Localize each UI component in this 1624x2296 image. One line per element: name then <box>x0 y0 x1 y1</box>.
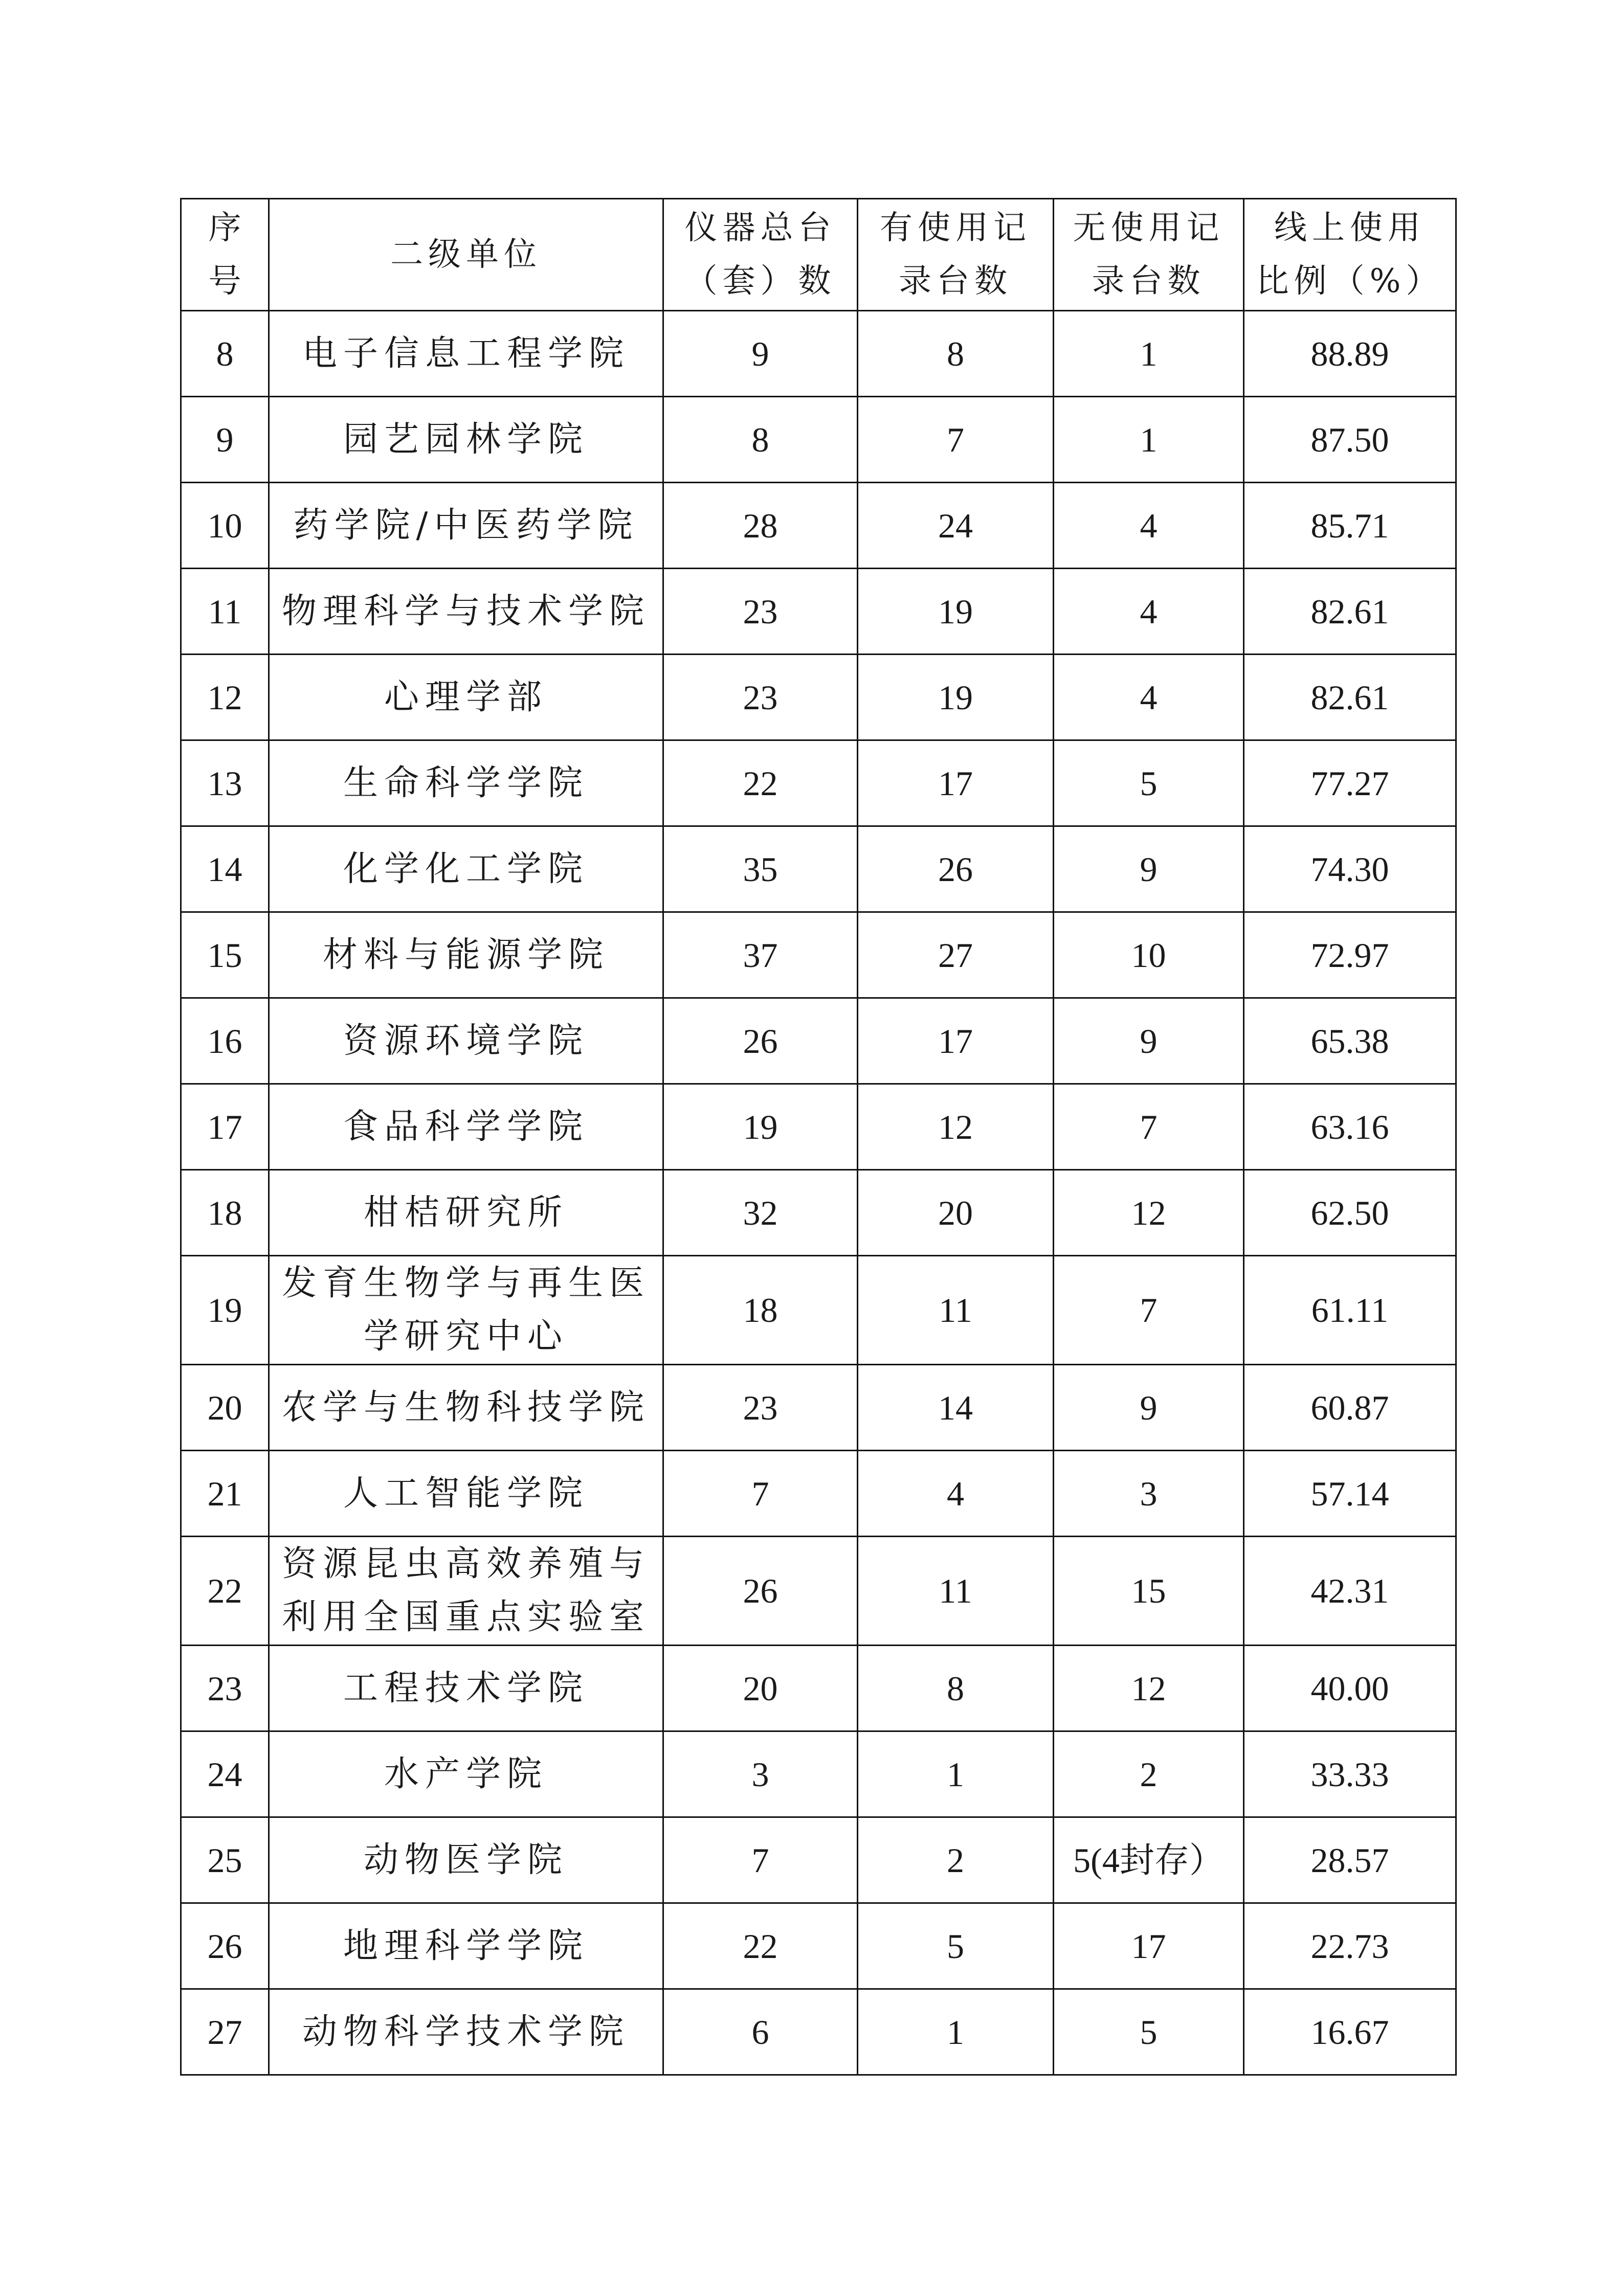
cell-unit-line1: 电子信息工程学院 <box>302 333 630 374</box>
cell-total: 23 <box>663 1365 858 1451</box>
cell-unit-line1: 水产学院 <box>384 1753 548 1794</box>
cell-ratio: 82.61 <box>1244 569 1456 655</box>
table-row <box>181 1084 1456 1170</box>
table-row <box>181 1989 1456 2075</box>
cell-unit <box>269 311 663 397</box>
table-row <box>181 483 1456 569</box>
table-row <box>181 1451 1456 1537</box>
cell-unit <box>269 569 663 655</box>
cell-ratio: 16.67 <box>1244 1989 1456 2075</box>
cell-total: 22 <box>663 1903 858 1989</box>
cell-seq: 8 <box>181 311 269 397</box>
table-row <box>181 1646 1456 1731</box>
cell-unit <box>269 397 663 483</box>
cell-total: 28 <box>663 483 858 569</box>
cell-used: 1 <box>858 1731 1054 1817</box>
cell-used: 5 <box>858 1903 1054 1989</box>
cell-total: 23 <box>663 655 858 740</box>
cell-total: 35 <box>663 826 858 912</box>
header-row <box>181 199 1456 311</box>
table-row <box>181 912 1456 998</box>
header-total-line1: 仪器总台 <box>684 209 836 247</box>
header-seq-line2: 号 <box>208 262 241 300</box>
cell-unit <box>269 740 663 826</box>
table-row <box>181 1170 1456 1256</box>
cell-ratio: 72.97 <box>1244 912 1456 998</box>
cell-ratio: 77.27 <box>1244 740 1456 826</box>
cell-unit-line1: 生命科学学院 <box>343 762 589 803</box>
cell-unused: 4 <box>1054 569 1244 655</box>
cell-used: 12 <box>858 1084 1054 1170</box>
cell-ratio: 61.11 <box>1244 1256 1456 1365</box>
cell-used: 1 <box>858 1989 1054 2075</box>
cell-unused: 5 <box>1054 1989 1244 2075</box>
cell-total: 20 <box>663 1646 858 1731</box>
cell-used: 20 <box>858 1170 1054 1256</box>
cell-unit <box>269 1646 663 1731</box>
cell-ratio: 28.57 <box>1244 1817 1456 1903</box>
cell-unit <box>269 998 663 1084</box>
cell-total: 7 <box>663 1817 858 1903</box>
cell-seq: 9 <box>181 397 269 483</box>
cell-total: 37 <box>663 912 858 998</box>
cell-unused: 10 <box>1054 912 1244 998</box>
cell-unit-line1: 动物科学技术学院 <box>302 2011 630 2052</box>
cell-ratio: 22.73 <box>1244 1903 1456 1989</box>
cell-unused: 9 <box>1054 826 1244 912</box>
cell-seq: 25 <box>181 1817 269 1903</box>
cell-unused: 7 <box>1054 1084 1244 1170</box>
cell-used: 7 <box>858 397 1054 483</box>
cell-unused: 3 <box>1054 1451 1244 1537</box>
cell-unit <box>269 1084 663 1170</box>
cell-unit <box>269 1256 663 1365</box>
cell-unit-line1: 发育生物学与再生医 <box>281 1263 650 1303</box>
cell-used: 17 <box>858 998 1054 1084</box>
cell-unused: 9 <box>1054 1365 1244 1451</box>
cell-unit-line1: 物理科学与技术学院 <box>281 591 650 632</box>
cell-unused: 15 <box>1054 1537 1244 1646</box>
cell-total: 8 <box>663 397 858 483</box>
cell-total: 9 <box>663 311 858 397</box>
cell-seq: 15 <box>181 912 269 998</box>
table-row <box>181 740 1456 826</box>
cell-unit <box>269 1903 663 1989</box>
table-row <box>181 1903 1456 1989</box>
cell-used: 11 <box>858 1256 1054 1365</box>
cell-total: 18 <box>663 1256 858 1365</box>
cell-used: 14 <box>858 1365 1054 1451</box>
cell-seq: 22 <box>181 1537 269 1646</box>
cell-ratio: 40.00 <box>1244 1646 1456 1731</box>
cell-used: 11 <box>858 1537 1054 1646</box>
table-row <box>181 998 1456 1084</box>
cell-unit-line1: 材料与能源学院 <box>322 934 609 975</box>
cell-unit-line2: 学研究中心 <box>363 1316 568 1357</box>
cell-used: 27 <box>858 912 1054 998</box>
cell-unit <box>269 1451 663 1537</box>
cell-seq: 17 <box>181 1084 269 1170</box>
header-seq-line1: 序 <box>208 209 241 247</box>
cell-seq: 14 <box>181 826 269 912</box>
cell-unused: 4 <box>1054 655 1244 740</box>
cell-unit-line1: 化学化工学院 <box>343 848 589 889</box>
table-row <box>181 1731 1456 1817</box>
header-unused <box>1054 199 1244 311</box>
cell-unit <box>269 912 663 998</box>
cell-unused: 12 <box>1054 1646 1244 1731</box>
cell-used: 8 <box>858 1646 1054 1731</box>
cell-used: 26 <box>858 826 1054 912</box>
header-unused-line1: 无使用记 <box>1073 209 1225 247</box>
cell-ratio: 87.50 <box>1244 397 1456 483</box>
cell-unit <box>269 826 663 912</box>
cell-unit-line1: 柑桔研究所 <box>363 1192 568 1233</box>
cell-used: 19 <box>858 569 1054 655</box>
cell-unit <box>269 1731 663 1817</box>
cell-total: 32 <box>663 1170 858 1256</box>
header-ratio-line2: 比例（%） <box>1256 262 1444 300</box>
cell-ratio: 57.14 <box>1244 1451 1456 1537</box>
cell-unit <box>269 483 663 569</box>
cell-total: 23 <box>663 569 858 655</box>
cell-unit <box>269 1170 663 1256</box>
header-ratio-line1: 线上使用 <box>1274 209 1426 247</box>
table-body <box>181 311 1456 2075</box>
header-seq <box>181 199 269 311</box>
header-total-line2: （套）数 <box>684 262 836 300</box>
cell-used: 24 <box>858 483 1054 569</box>
cell-ratio: 33.33 <box>1244 1731 1456 1817</box>
cell-ratio: 60.87 <box>1244 1365 1456 1451</box>
cell-ratio: 62.50 <box>1244 1170 1456 1256</box>
cell-unused: 17 <box>1054 1903 1244 1989</box>
cell-unit-line1: 药学院/中医药学院 <box>293 505 639 546</box>
cell-unit <box>269 655 663 740</box>
table-row <box>181 826 1456 912</box>
cell-unused: 4 <box>1054 483 1244 569</box>
header-total <box>663 199 858 311</box>
cell-seq: 18 <box>181 1170 269 1256</box>
cell-seq: 27 <box>181 1989 269 2075</box>
table-row <box>181 1817 1456 1903</box>
cell-seq: 21 <box>181 1451 269 1537</box>
cell-total: 3 <box>663 1731 858 1817</box>
cell-seq: 13 <box>181 740 269 826</box>
cell-unused: 12 <box>1054 1170 1244 1256</box>
cell-unit <box>269 1989 663 2075</box>
cell-used: 2 <box>858 1817 1054 1903</box>
cell-unit-line1: 园艺园林学院 <box>343 419 589 460</box>
cell-unit <box>269 1365 663 1451</box>
cell-used: 4 <box>858 1451 1054 1537</box>
cell-unit-line1: 人工智能学院 <box>343 1473 589 1514</box>
cell-total: 26 <box>663 998 858 1084</box>
cell-total: 6 <box>663 1989 858 2075</box>
cell-unused: 7 <box>1054 1256 1244 1365</box>
cell-ratio: 65.38 <box>1244 998 1456 1084</box>
cell-seq: 24 <box>181 1731 269 1817</box>
cell-ratio: 63.16 <box>1244 1084 1456 1170</box>
table-header <box>181 199 1456 311</box>
cell-unused: 5 <box>1054 740 1244 826</box>
cell-used: 19 <box>858 655 1054 740</box>
cell-seq: 19 <box>181 1256 269 1365</box>
cell-unit-line1: 地理科学学院 <box>343 1925 589 1966</box>
cell-unit <box>269 1817 663 1903</box>
cell-unit-line1: 工程技术学院 <box>343 1668 589 1708</box>
cell-unused: 9 <box>1054 998 1244 1084</box>
cell-unit-line1: 资源环境学院 <box>343 1020 589 1061</box>
cell-seq: 12 <box>181 655 269 740</box>
cell-seq: 23 <box>181 1646 269 1731</box>
table-row <box>181 1365 1456 1451</box>
cell-unit-line1: 农学与生物科技学院 <box>281 1387 650 1428</box>
cell-ratio: 42.31 <box>1244 1537 1456 1646</box>
cell-unit <box>269 1537 663 1646</box>
cell-used: 17 <box>858 740 1054 826</box>
cell-unused: 5(4封存） <box>1054 1817 1244 1903</box>
cell-ratio: 88.89 <box>1244 311 1456 397</box>
cell-unused: 2 <box>1054 1731 1244 1817</box>
table-row <box>181 1537 1456 1646</box>
table-row <box>181 655 1456 740</box>
cell-unit-line1: 心理学部 <box>384 677 548 717</box>
cell-unit-line2: 利用全国重点实验室 <box>281 1597 650 1637</box>
header-used-line1: 有使用记 <box>880 209 1031 247</box>
header-used-line2: 录台数 <box>899 262 1012 300</box>
cell-unused: 1 <box>1054 397 1244 483</box>
cell-unit-line1: 动物医学院 <box>363 1839 568 1880</box>
cell-unit-line1: 食品科学学院 <box>343 1106 589 1147</box>
cell-seq: 20 <box>181 1365 269 1451</box>
cell-used: 8 <box>858 311 1054 397</box>
header-used <box>858 199 1054 311</box>
cell-total: 7 <box>663 1451 858 1537</box>
header-unused-line2: 录台数 <box>1092 262 1206 300</box>
table-row <box>181 569 1456 655</box>
table-row <box>181 311 1456 397</box>
cell-ratio: 85.71 <box>1244 483 1456 569</box>
cell-seq: 10 <box>181 483 269 569</box>
cell-unit-line1: 资源昆虫高效养殖与 <box>281 1544 650 1584</box>
header-unit-line1: 二级单位 <box>390 236 542 274</box>
header-unit <box>269 199 663 311</box>
cell-ratio: 74.30 <box>1244 826 1456 912</box>
cell-unused: 1 <box>1054 311 1244 397</box>
cell-total: 26 <box>663 1537 858 1646</box>
cell-seq: 11 <box>181 569 269 655</box>
cell-total: 22 <box>663 740 858 826</box>
cell-seq: 26 <box>181 1903 269 1989</box>
cell-seq: 16 <box>181 998 269 1084</box>
instrument-usage-table <box>180 198 1457 2076</box>
cell-total: 19 <box>663 1084 858 1170</box>
table-row <box>181 397 1456 483</box>
header-ratio <box>1244 199 1456 311</box>
table-row <box>181 1256 1456 1365</box>
cell-ratio: 82.61 <box>1244 655 1456 740</box>
